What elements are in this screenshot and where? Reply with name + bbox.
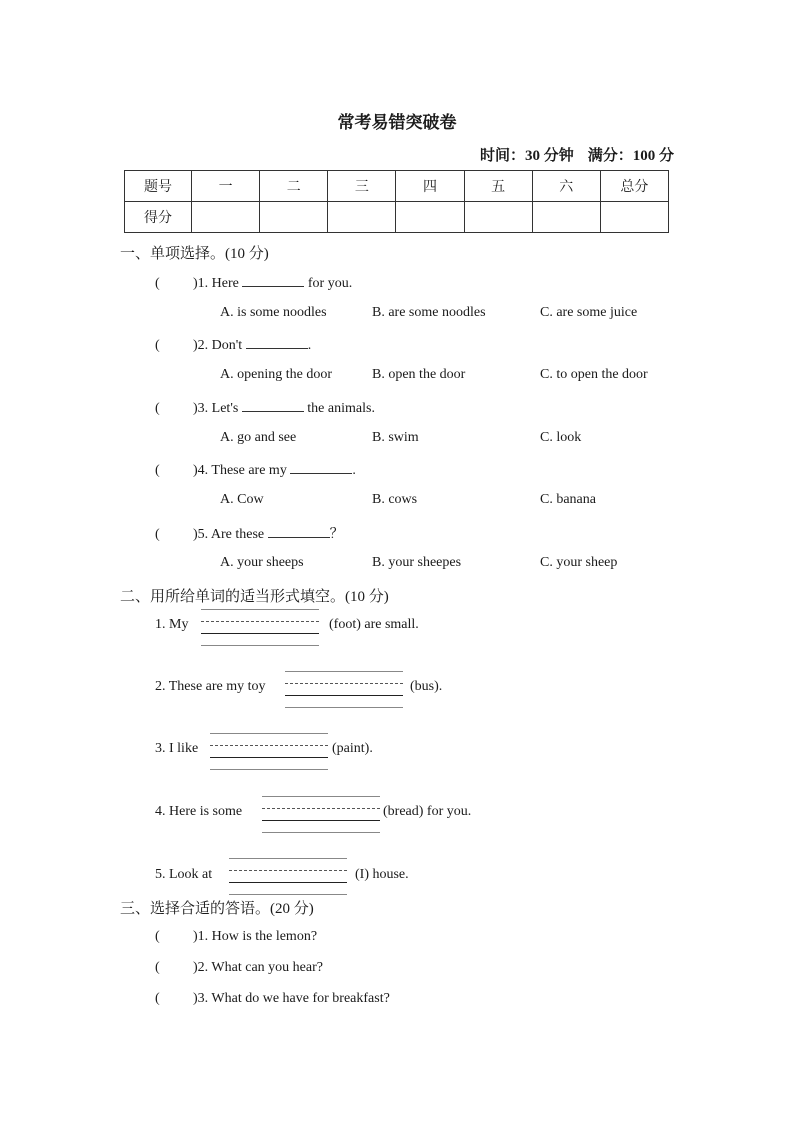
handwriting-lines[interactable]: [229, 858, 347, 894]
score-cell[interactable]: [192, 202, 260, 233]
option-c[interactable]: C. to open the door: [540, 367, 648, 382]
s1-question-3: [155, 399, 375, 417]
score-table-col: 六: [532, 171, 600, 202]
page-title: 常考易错突破卷: [337, 113, 457, 132]
answer-paren[interactable]: (: [155, 527, 160, 542]
s1-question-5: [155, 523, 344, 543]
fill-stem: 2. These are my toy: [155, 679, 266, 694]
handwriting-lines[interactable]: [262, 796, 380, 832]
question-stem: )3. Let's: [193, 401, 239, 416]
question-text: )2. What can you hear?: [193, 960, 323, 975]
answer-blank[interactable]: [246, 336, 308, 349]
option-a[interactable]: A. is some noodles: [220, 305, 327, 320]
score-cell[interactable]: [260, 202, 328, 233]
answer-blank[interactable]: [268, 525, 330, 538]
score-cell[interactable]: [328, 202, 396, 233]
score-cell[interactable]: [532, 202, 600, 233]
s1-question-4: [155, 461, 356, 479]
question-stem-end: the animals.: [307, 401, 375, 416]
fill-stem: 5. Look at: [155, 867, 213, 882]
option-c[interactable]: C. look: [540, 430, 582, 445]
fill-stem: 3. I like: [155, 741, 199, 756]
option-b[interactable]: B. your sheepes: [372, 555, 462, 570]
option-c[interactable]: C. are some juice: [540, 305, 638, 320]
score-table-col: 五: [464, 171, 532, 202]
answer-paren[interactable]: (: [155, 338, 160, 353]
score-table-row-label: 题号: [125, 171, 192, 202]
option-b[interactable]: B. open the door: [372, 367, 466, 382]
question-stem-end: .: [352, 463, 356, 478]
fill-hint: (bus).: [410, 679, 443, 694]
question-stem: )4. These are my: [193, 463, 287, 478]
handwriting-lines[interactable]: [201, 609, 319, 645]
s3-question-2: [155, 960, 323, 976]
fill-hint: (paint).: [332, 741, 373, 756]
answer-blank[interactable]: [242, 399, 304, 412]
section2-heading: 二、用所给单词的适当形式填空。(10 分): [120, 589, 389, 605]
fill-hint: (foot) are small.: [329, 617, 419, 632]
option-a[interactable]: A. opening the door: [220, 367, 332, 382]
score-table: [124, 170, 669, 233]
question-text: )1. How is the lemon?: [193, 929, 318, 944]
s1-question-1: [155, 274, 352, 292]
handwriting-lines[interactable]: [285, 671, 403, 707]
s3-question-3: [155, 991, 390, 1007]
option-a[interactable]: A. go and see: [220, 430, 297, 445]
score-cell[interactable]: [396, 202, 464, 233]
question-text: )3. What do we have for breakfast?: [193, 991, 390, 1006]
score-table-row-label: 得分: [125, 202, 192, 233]
answer-blank[interactable]: [242, 274, 304, 287]
score-table-col: 二: [260, 171, 328, 202]
s3-question-1: [155, 929, 317, 945]
time-limit: 时间：30 分钟: [479, 148, 574, 164]
answer-paren[interactable]: (: [155, 463, 160, 478]
exam-info: [466, 144, 674, 165]
question-stem: )5. Are these: [193, 527, 265, 542]
option-c[interactable]: C. banana: [540, 492, 596, 507]
answer-paren[interactable]: (: [155, 960, 160, 975]
fill-hint: (bread) for you.: [383, 804, 472, 819]
question-stem-end: .: [307, 338, 312, 353]
section1-heading: 一、单项选择。(10 分): [120, 246, 269, 262]
s1-question-2: [155, 336, 311, 354]
question-stem: )1. Here: [193, 276, 239, 291]
option-a[interactable]: A. Cow: [220, 492, 264, 507]
score-table-col: 四: [396, 171, 464, 202]
answer-paren[interactable]: (: [155, 401, 160, 416]
option-a[interactable]: A. your sheeps: [220, 555, 304, 570]
full-score: 满分：100 分: [587, 148, 674, 164]
fill-stem: 1. My: [155, 617, 189, 632]
score-table-score-row: [125, 202, 669, 233]
question-stem: )2. Don't: [193, 338, 243, 353]
option-c[interactable]: C. your sheep: [540, 555, 618, 570]
score-cell[interactable]: [464, 202, 532, 233]
answer-paren[interactable]: (: [155, 276, 160, 291]
answer-blank[interactable]: [290, 461, 352, 474]
score-table-header-row: [125, 171, 669, 202]
question-stem-end: ？: [329, 527, 344, 542]
answer-paren[interactable]: (: [155, 991, 160, 1006]
section3-heading: 三、选择合适的答语。(20 分): [120, 901, 314, 917]
fill-stem: 4. Here is some: [155, 804, 243, 819]
score-cell[interactable]: [600, 202, 668, 233]
fill-hint: (I) house.: [355, 867, 409, 882]
handwriting-lines[interactable]: [210, 733, 328, 769]
option-b[interactable]: B. swim: [372, 430, 419, 445]
option-b[interactable]: B. cows: [372, 492, 418, 507]
score-table-col: 一: [192, 171, 260, 202]
score-table-col: 总分: [600, 171, 668, 202]
score-table-col: 三: [328, 171, 396, 202]
answer-paren[interactable]: (: [155, 929, 160, 944]
question-stem-end: for you.: [307, 276, 353, 291]
option-b[interactable]: B. are some noodles: [372, 305, 486, 320]
